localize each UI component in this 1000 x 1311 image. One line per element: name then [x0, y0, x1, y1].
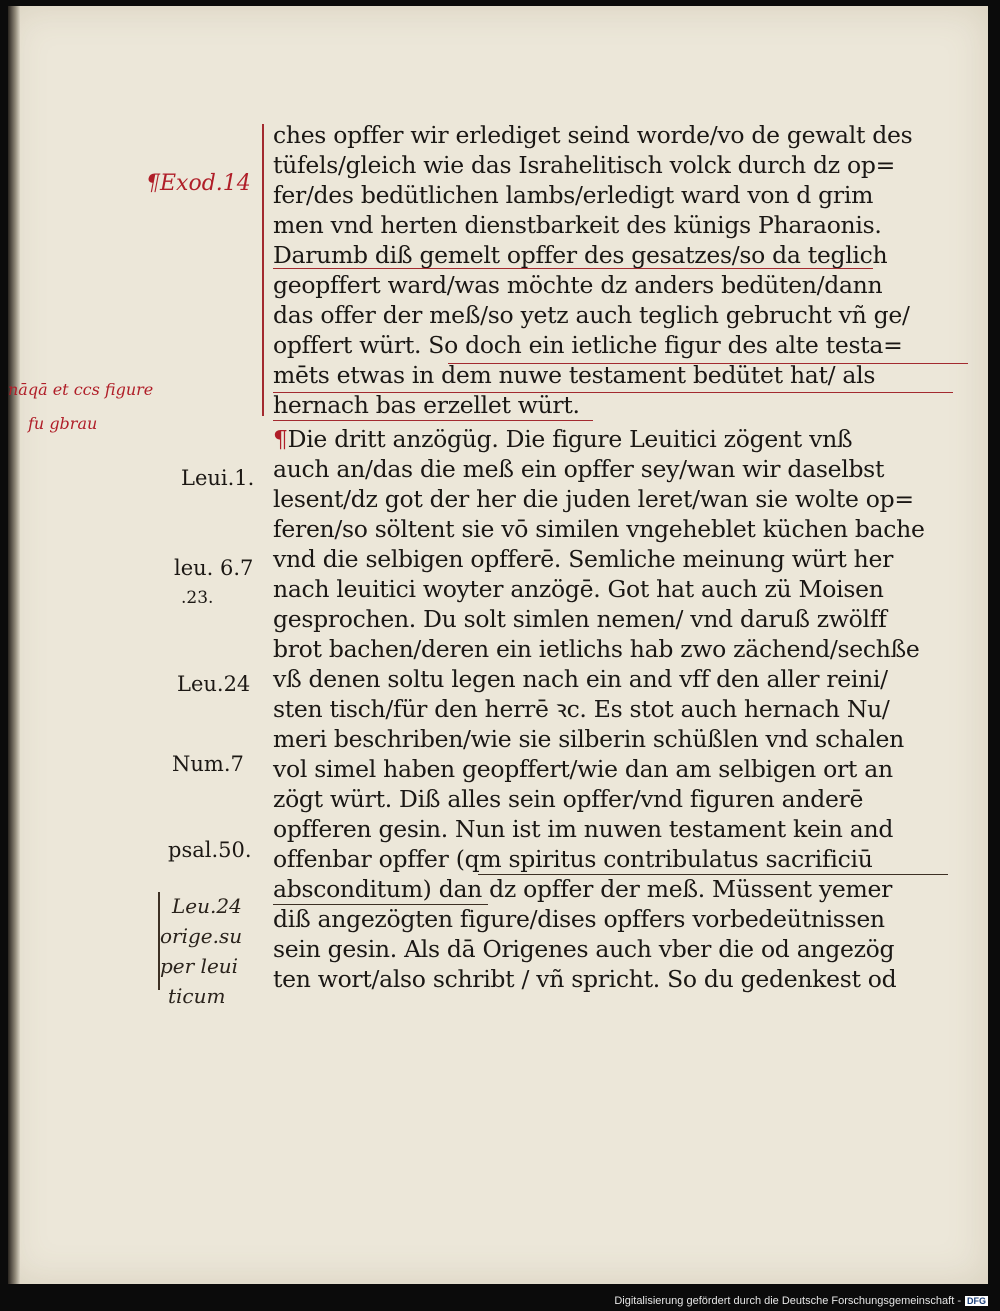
text-line: offenbar opffer (qm spiritus contribulatus sacrificiū: [273, 845, 873, 873]
text-line: meri beschriben/wie sie silberin schüßlen vnd schalen: [273, 725, 904, 753]
margin-note-num7: Num.7: [172, 752, 244, 776]
margin-note-ticum: ticum: [168, 984, 226, 1008]
ink-underline: [478, 874, 948, 875]
red-pilcrow-mark: ¶: [146, 171, 160, 196]
book-page: [8, 6, 988, 1284]
ink-underline: [273, 904, 488, 905]
text-line: das offer der meß/so yetz auch teglich gebrucht vñ ge/: [273, 301, 910, 329]
text-line: sein gesin. Als dā Origenes auch vber die od angezög: [273, 935, 895, 963]
text-line: fer/des bedütlichen lambs/erledigt ward von d grim: [273, 181, 874, 209]
dfg-logo: DFG: [967, 1296, 986, 1306]
margin-note-leu67: leu. 6.7: [174, 556, 254, 580]
text-line: gesprochen. Du solt simlen nemen/ vnd daruß zwölff: [273, 605, 887, 633]
red-pilcrow-mark: ¶: [273, 425, 288, 453]
text-line: hernach bas erzellet würt.: [273, 391, 580, 419]
text-line: vnd die selbigen opfferē. Semliche meinung würt her: [273, 545, 894, 573]
red-underline: [448, 363, 968, 364]
handwritten-red-note-2: fu gbrau: [28, 414, 98, 433]
margin-note-23: .23.: [181, 588, 214, 608]
text-line: brot bachen/deren ein ietlichs hab zwo zächend/sechße: [273, 635, 920, 663]
text-line: tüfels/gleich wie das Israhelitisch volck durch dz op=: [273, 151, 896, 179]
margin-note-orige: orige.su: [160, 924, 243, 948]
text-line: feren/so söltent sie vō similen vngeheblet küchen bache: [273, 515, 925, 543]
text-line: Darumb diß gemelt opffer des gesatzes/so da teglich: [273, 241, 888, 269]
text-line: mēts etwas in dem nuwe testament bedütet hat/ als: [273, 361, 876, 389]
text-line: ches opffer wir erlediget seind worde/vo de gewalt des: [273, 121, 913, 149]
section-line: [273, 424, 973, 454]
text-line: opffert würt. So doch ein ietliche figur des alte testa=: [273, 331, 903, 359]
page-binding-edge: [8, 6, 20, 1284]
text-line: Die dritt anzögüg. Die figure Leuitici zögent vnß: [287, 425, 853, 453]
text-line: men vnd herten dienstbarkeit des künigs Pharaonis.: [273, 211, 882, 239]
red-underline: [273, 268, 873, 269]
ink-margin-bracket: [158, 892, 160, 990]
margin-note-exod: [146, 170, 251, 198]
text-line: absconditum) dan dz opffer der meß. Müssent yemer: [273, 875, 893, 903]
text-line: nach leuitici woyter anzögē. Got hat auch zü Moisen: [273, 575, 884, 603]
text-line: zögt würt. Diß alles sein opffer/vnd figuren anderē: [273, 785, 864, 813]
margin-note-leu24a: Leu.24: [177, 672, 251, 696]
text-line: opfferen gesin. Nun ist im nuwen testament kein and: [273, 815, 894, 843]
digitization-footer: [614, 1295, 988, 1307]
text-line: diß angezögten figure/dises opffers vorbedeütnissen: [273, 905, 885, 933]
margin-note-perleui: per leui: [160, 954, 239, 978]
margin-note-exod-text: Exod.14: [160, 171, 251, 196]
red-underline: [273, 420, 593, 421]
text-line: vol simel haben geopffert/wie dan am selbigen ort an: [273, 755, 893, 783]
red-margin-bracket: [262, 124, 264, 416]
text-line: geopffert ward/was möchte dz anders bedüten/dann: [273, 271, 883, 299]
text-line: ten wort/also schribt / vñ spricht. So du gedenkest od: [273, 965, 897, 993]
text-line: auch an/das die meß ein opffer sey/wan wir daselbst: [273, 455, 885, 483]
margin-note-leu24b: Leu.24: [172, 894, 242, 918]
text-line: lesent/dz got der her die juden leret/wan sie wolte op=: [273, 485, 914, 513]
handwritten-red-note-1: nāqā et ccs figure: [8, 380, 154, 399]
margin-note-leui1: Leui.1.: [181, 466, 255, 490]
footer-text: Digitalisierung gefördert durch die Deutsche Forschungsgemeinschaft -: [614, 1295, 961, 1307]
text-line: sten tisch/für den herrē ꝛc. Es stot auch hernach Nu/: [273, 695, 890, 723]
margin-note-psal50: psal.50.: [168, 838, 252, 862]
red-underline: [273, 392, 953, 393]
text-line: vß denen soltu legen nach ein and vff den aller reini/: [273, 665, 888, 693]
